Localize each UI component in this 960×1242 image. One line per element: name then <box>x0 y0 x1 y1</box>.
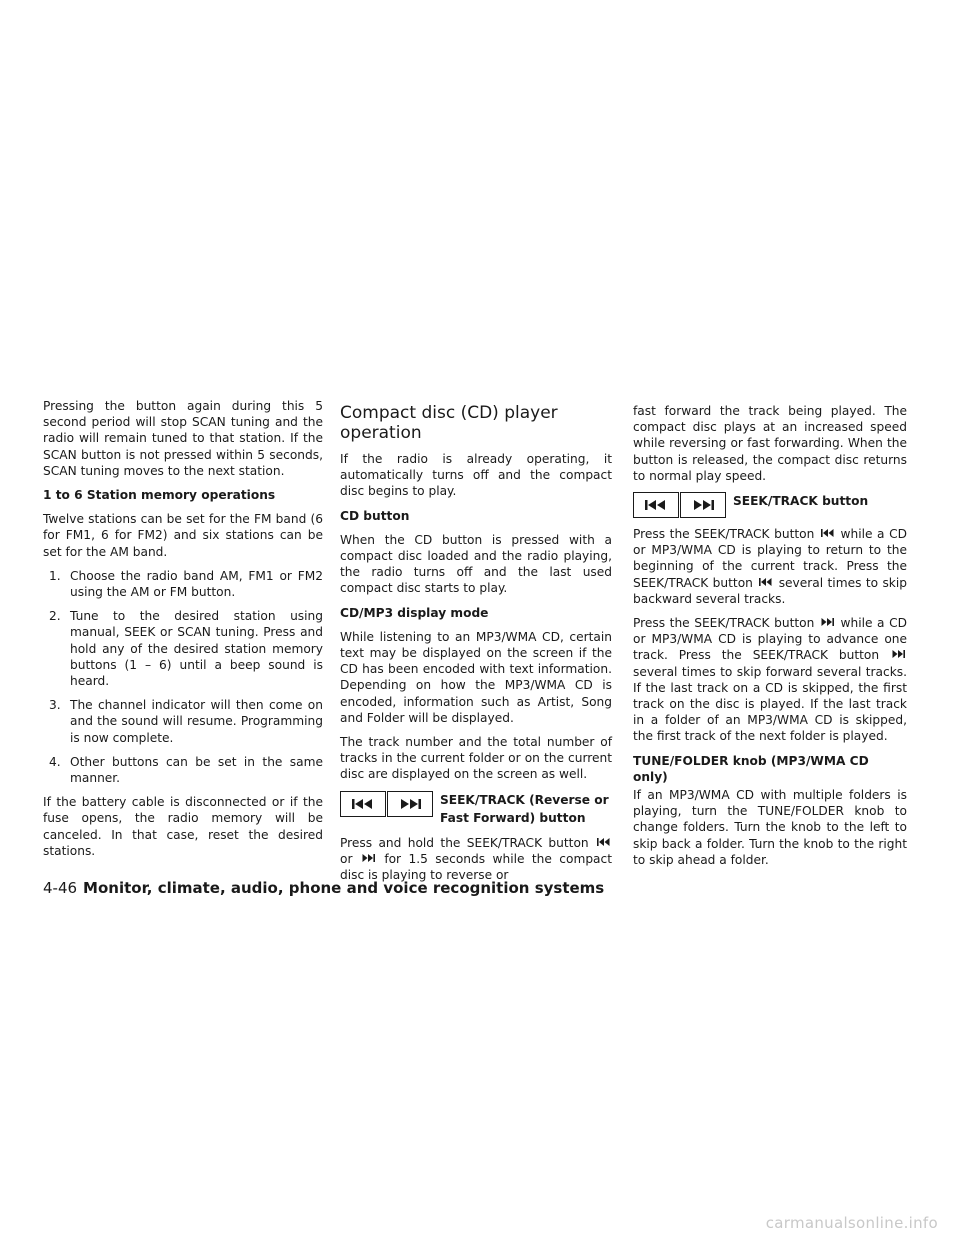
watermark-text: carmanualsonline.info <box>765 1214 938 1232</box>
seek-back-button-illustration <box>633 492 679 518</box>
heading-cd-button: CD button <box>340 508 410 523</box>
skip-forward-icon <box>396 797 424 811</box>
section-heading-cd-player: Compact disc (CD) player operation <box>340 403 558 443</box>
list-item: 4. Other buttons can be set in the same manner. <box>49 754 323 786</box>
seek-track-label: SEEK/TRACK button <box>733 494 869 509</box>
column-left <box>43 398 323 867</box>
skip-forward-icon <box>362 853 375 863</box>
skip-back-icon <box>821 528 834 538</box>
seek-forward-button-illustration <box>387 791 433 817</box>
skip-back-icon <box>759 577 772 587</box>
skip-back-icon <box>642 498 670 512</box>
page-footer <box>43 878 604 898</box>
column-right <box>633 403 907 876</box>
skip-back-icon <box>349 797 377 811</box>
paragraph-display-mode: While listening to an MP3/WMA CD, certain text may be displayed on the screen if the CD has been encoded with text information. Depending on how the MP3/WMA CD is encoded, information such as Artist, Song and Folder will be displayed. <box>340 629 612 725</box>
page-number: 4-46 <box>43 879 78 897</box>
skip-back-icon <box>597 837 610 847</box>
heading-display-mode: CD/MP3 display mode <box>340 605 489 620</box>
paragraph-seek-forward: Press the SEEK/TRACK button while a CD or MP3/WMA CD is playing to advance one track. Press the SEEK/TRACK button several times to skip forward several tracks. If the last track on a CD is skipped, the first track on the disc is played. If the last track in a folder of an MP3/WMA CD is skipped, the first track of the next folder is played. <box>633 616 907 744</box>
paragraph-cd-button: When the CD button is pressed with a compact disc loaded and the radio playing, the radio turns off and the last used compact disc starts to play. <box>340 532 612 596</box>
list-item: 3. The channel indicator will then come on and the sound will resume. Programming is now complete. <box>49 698 323 745</box>
seek-reverse-ff-label: SEEK/TRACK (Reverse or Fast Forward) button <box>440 792 609 825</box>
paragraph-tune-folder: If an MP3/WMA CD with multiple folders is playing, turn the TUNE/FOLDER knob to change folders. Turn the knob to the left to skip back a folder. Turn the knob to the right to skip ahead a folder. <box>633 788 907 867</box>
paragraph-station-count: Twelve stations can be set for the FM band (6 for FM1, 6 for FM2) and six stations can be set for the AM band. <box>43 512 323 559</box>
paragraph-track-number: The track number and the total number of tracks in the current folder or on the current disc are displayed on the screen as well. <box>340 735 612 782</box>
list-item: 1. Choose the radio band AM, FM1 or FM2 using the AM or FM button. <box>49 568 323 600</box>
paragraph-fast-forward: fast forward the track being played. The compact disc plays at an increased speed while reversing or fast forwarding. When the button is released, the compact disc returns to normal play speed. <box>633 404 907 483</box>
seek-back-button-illustration <box>340 791 386 817</box>
list-item: 2. Tune to the desired station using manual, SEEK or SCAN tuning. Press and hold any of the desired station memory buttons (1 – 6) until a beep sound is heard. <box>49 609 323 689</box>
paragraph-seek-back: Press the SEEK/TRACK button while a CD or MP3/WMA CD is playing to return to the beginning of the current track. Press the SEEK/TRACK button several times to skip backward several tracks. <box>633 527 907 606</box>
paragraph-battery-reset: If the battery cable is disconnected or if the fuse opens, the radio memory will be canceled. In that case, reset the desired stations. <box>43 795 323 858</box>
heading-tune-folder: TUNE/FOLDER knob (MP3/WMA CD only) <box>633 753 869 784</box>
paragraph-cd-auto: If the radio is already operating, it automatically turns off and the compact disc begins to play. <box>340 452 612 499</box>
column-middle <box>340 403 612 891</box>
station-memory-steps <box>43 568 323 786</box>
skip-forward-icon <box>892 649 905 659</box>
skip-forward-icon <box>821 617 834 627</box>
paragraph-scan-stop: Pressing the button again during this 5 second period will stop SCAN tuning and the radio will remain tuned to that station. If the SCAN button is not pressed within 5 seconds, SCAN tuning moves to the next station. <box>43 399 323 478</box>
skip-forward-icon <box>689 498 717 512</box>
chapter-title: Monitor, climate, audio, phone and voice recognition systems <box>83 879 605 897</box>
seek-button-pair <box>633 492 727 518</box>
seek-button-pair <box>340 791 434 817</box>
seek-forward-button-illustration <box>680 492 726 518</box>
seek-track-reverse-ff-row <box>340 791 612 827</box>
heading-station-memory: 1 to 6 Station memory operations <box>43 488 276 503</box>
seek-track-row <box>633 492 907 518</box>
paragraph-press-hold: Press and hold the SEEK/TRACK button or for 1.5 seconds while the compact disc is playing to reverse or <box>340 835 613 883</box>
